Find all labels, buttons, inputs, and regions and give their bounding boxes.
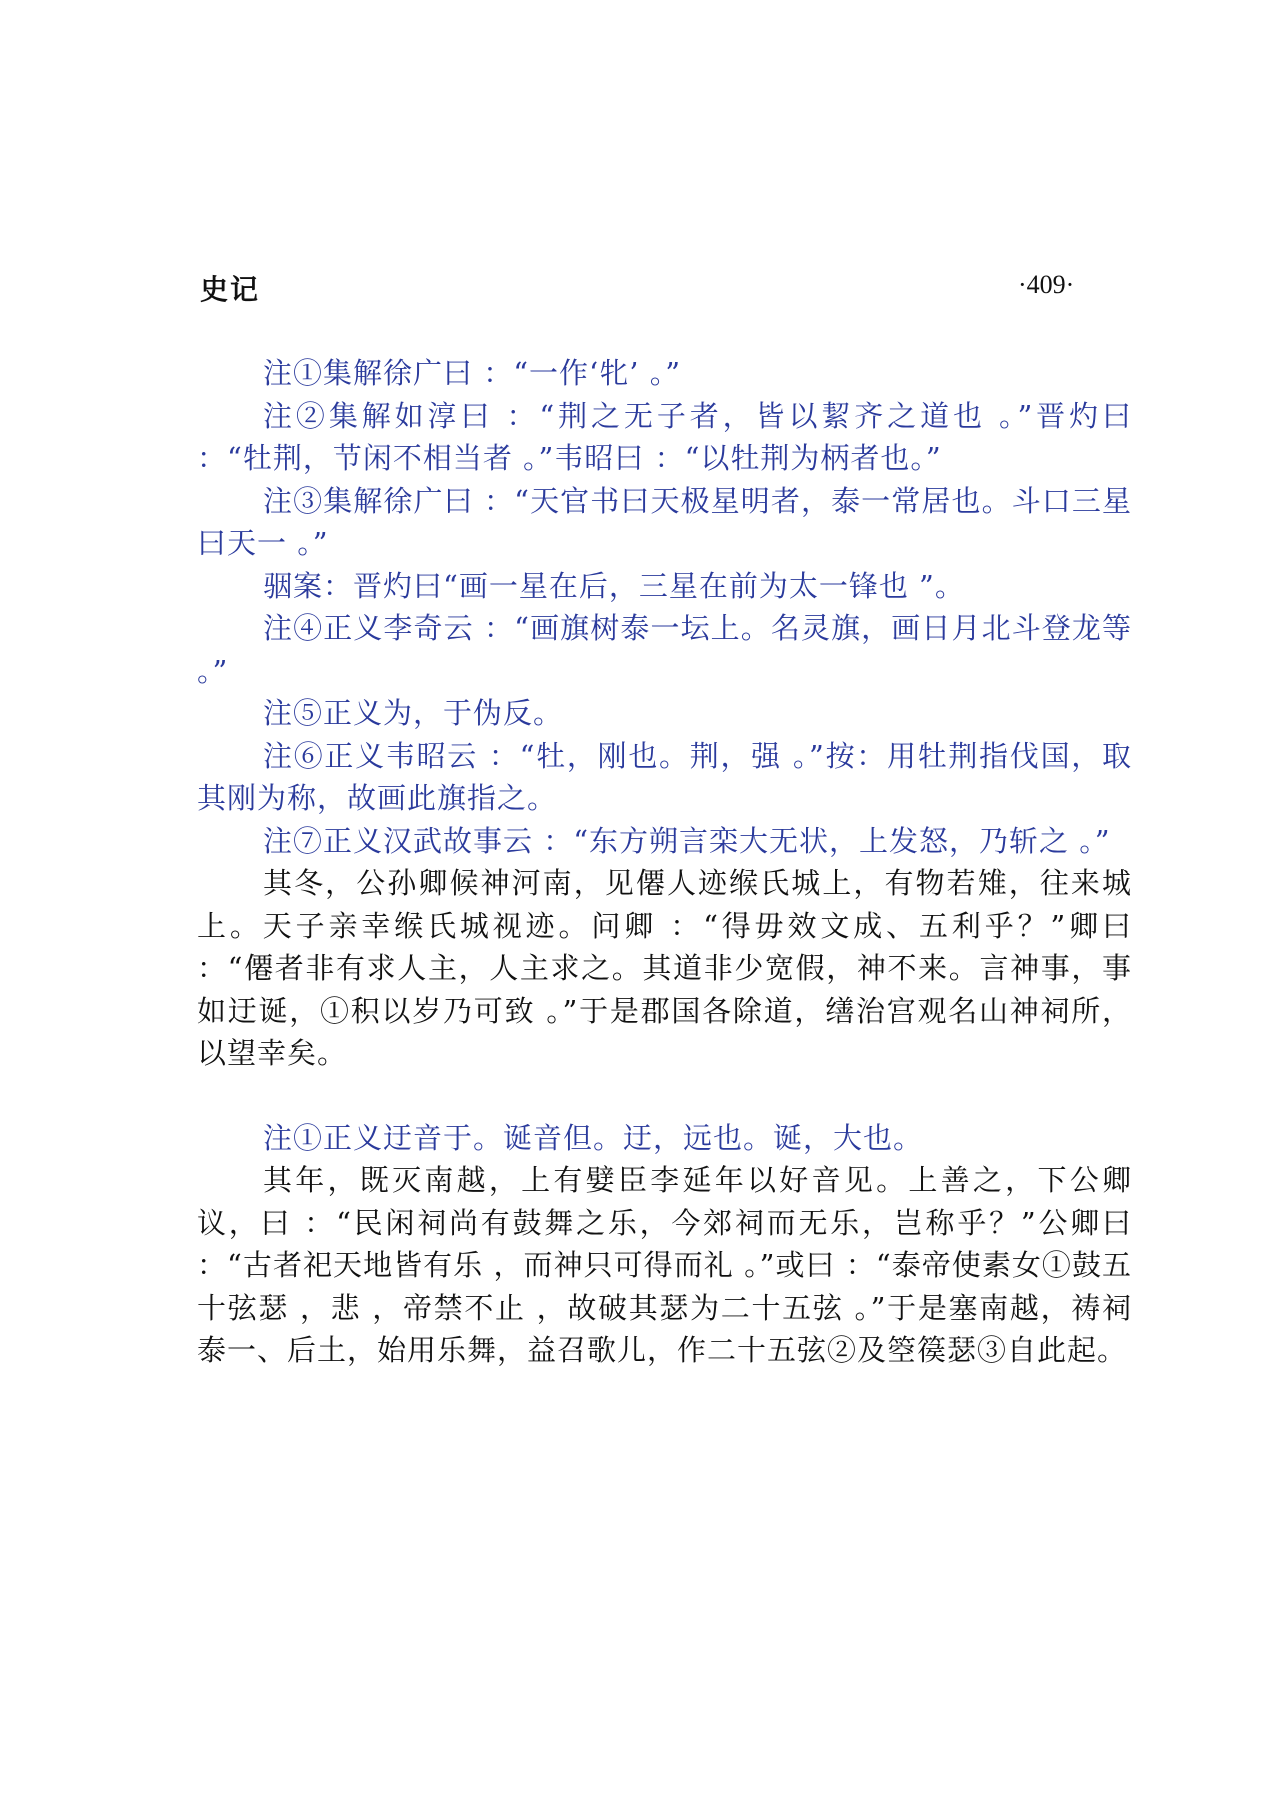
page-number: ·409· xyxy=(1018,270,1075,299)
page-body xyxy=(197,352,1132,1372)
annotation-paragraph: 注②集解如淳曰 ：“荆之无子者，皆以絜齐之道也 。”晋灼曰 ：“牡荆，节闲不相当者 。”韦昭曰 ：“以牡荆为柄者也。” xyxy=(197,398,1132,475)
main-text-paragraph: 其冬，公孙卿候神河南，见僊人迹缑氏城上，有物若雉，往来城上。天子亲幸缑氏城视迹。问卿 ：“得毋效文成、五利乎？”卿曰 ：“僊者非有求人主，人主求之。其道非少宽假，神不来。言神事，事如迂诞，①积以岁乃可致 。”于是郡国各除道，缮治宫观名山神祠所，以望幸矣。 xyxy=(197,866,1132,1070)
main-text-paragraph: 其年，既灭南越，上有嬖臣李延年以好音见。上善之，下公卿议，曰 ：“民闲祠尚有鼓舞之乐，今郊祠而无乐，岂称乎？”公卿曰 ：“古者祀天地皆有乐 ，而神只可得而礼 。”或曰 ：“泰帝使素女①鼓五十弦瑟 ，悲 ，帝禁不止 ，故破其瑟为二十五弦 。”于是塞南越，祷祠泰一、后土，始用乐舞，益召歌儿，作二十五弦②及箜篌瑟③自此起。 xyxy=(197,1163,1132,1367)
annotation-paragraph: 注③集解徐广曰 ：“天官书曰天极星明者，泰一常居也。斗口三星曰天一 。” xyxy=(197,483,1132,560)
annotation-paragraph: 注④正义李奇云 ：“画旗树泰一坛上。名灵旗，画日月北斗登龙等 。” xyxy=(197,611,1132,688)
annotation-paragraph: 骃案：晋灼曰“画一星在后，三星在前为太一锋也 ”。 xyxy=(263,568,965,603)
annotation-paragraph: 注⑥正义韦昭云 ：“牡，刚也。荆，强 。”按：用牡荆指伐国，取其刚为称，故画此旗指之。 xyxy=(197,738,1132,815)
paragraph-gap xyxy=(197,1075,1132,1117)
annotation-paragraph: 注⑤正义为，于伪反。 xyxy=(263,696,564,730)
header-title: 史记 xyxy=(200,273,261,306)
annotation-paragraph: 注①正义迂音于。诞音但。迂，远也。诞，大也。 xyxy=(263,1120,924,1155)
annotation-paragraph: 注①集解徐广曰 ：“一作‘牝’ 。” xyxy=(263,356,682,390)
annotation-paragraph: 注⑦正义汉武故事云 ：“东方朔言栾大无状，上发怒，乃斩之 。” xyxy=(263,823,1111,858)
